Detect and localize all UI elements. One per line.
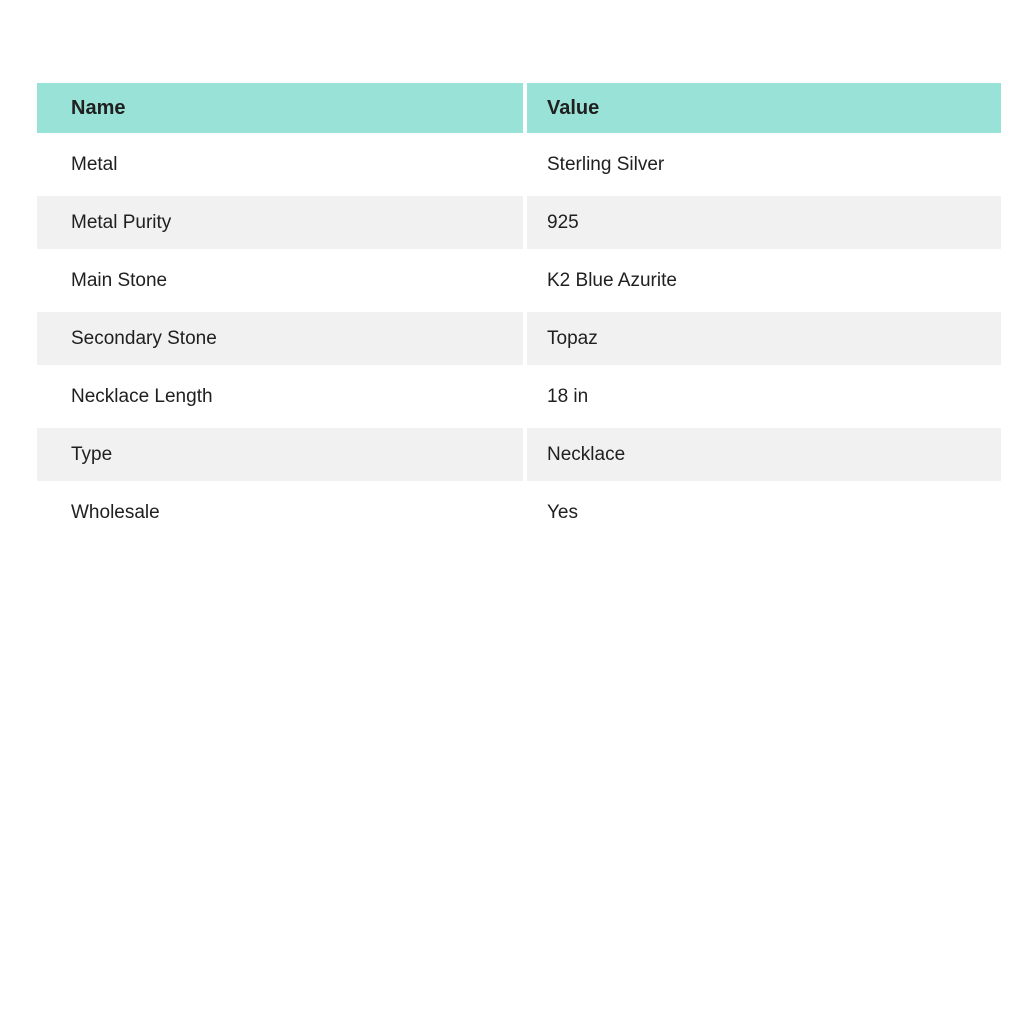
- row-name-cell: Type: [37, 428, 523, 481]
- table-body: [37, 138, 1001, 539]
- row-name-cell: Necklace Length: [37, 370, 523, 423]
- table-row: [37, 138, 1001, 191]
- product-spec-table: [37, 83, 1001, 544]
- column-header-name: Name: [37, 83, 523, 133]
- row-value-cell: Necklace: [527, 428, 1001, 481]
- table-row: [37, 486, 1001, 539]
- row-value-cell: Sterling Silver: [527, 138, 1001, 191]
- table-header-row: [37, 83, 1001, 133]
- table-row: [37, 196, 1001, 249]
- table-row: [37, 312, 1001, 365]
- table-header: [37, 83, 1001, 133]
- row-value-cell: Yes: [527, 486, 1001, 539]
- row-value-cell: 18 in: [527, 370, 1001, 423]
- column-header-value: Value: [527, 83, 1001, 133]
- table-row: [37, 370, 1001, 423]
- row-name-cell: Wholesale: [37, 486, 523, 539]
- table-row: [37, 254, 1001, 307]
- row-value-cell: Topaz: [527, 312, 1001, 365]
- row-name-cell: Secondary Stone: [37, 312, 523, 365]
- row-name-cell: Metal: [37, 138, 523, 191]
- row-value-cell: K2 Blue Azurite: [527, 254, 1001, 307]
- row-name-cell: Metal Purity: [37, 196, 523, 249]
- row-name-cell: Main Stone: [37, 254, 523, 307]
- row-value-cell: 925: [527, 196, 1001, 249]
- table-row: [37, 428, 1001, 481]
